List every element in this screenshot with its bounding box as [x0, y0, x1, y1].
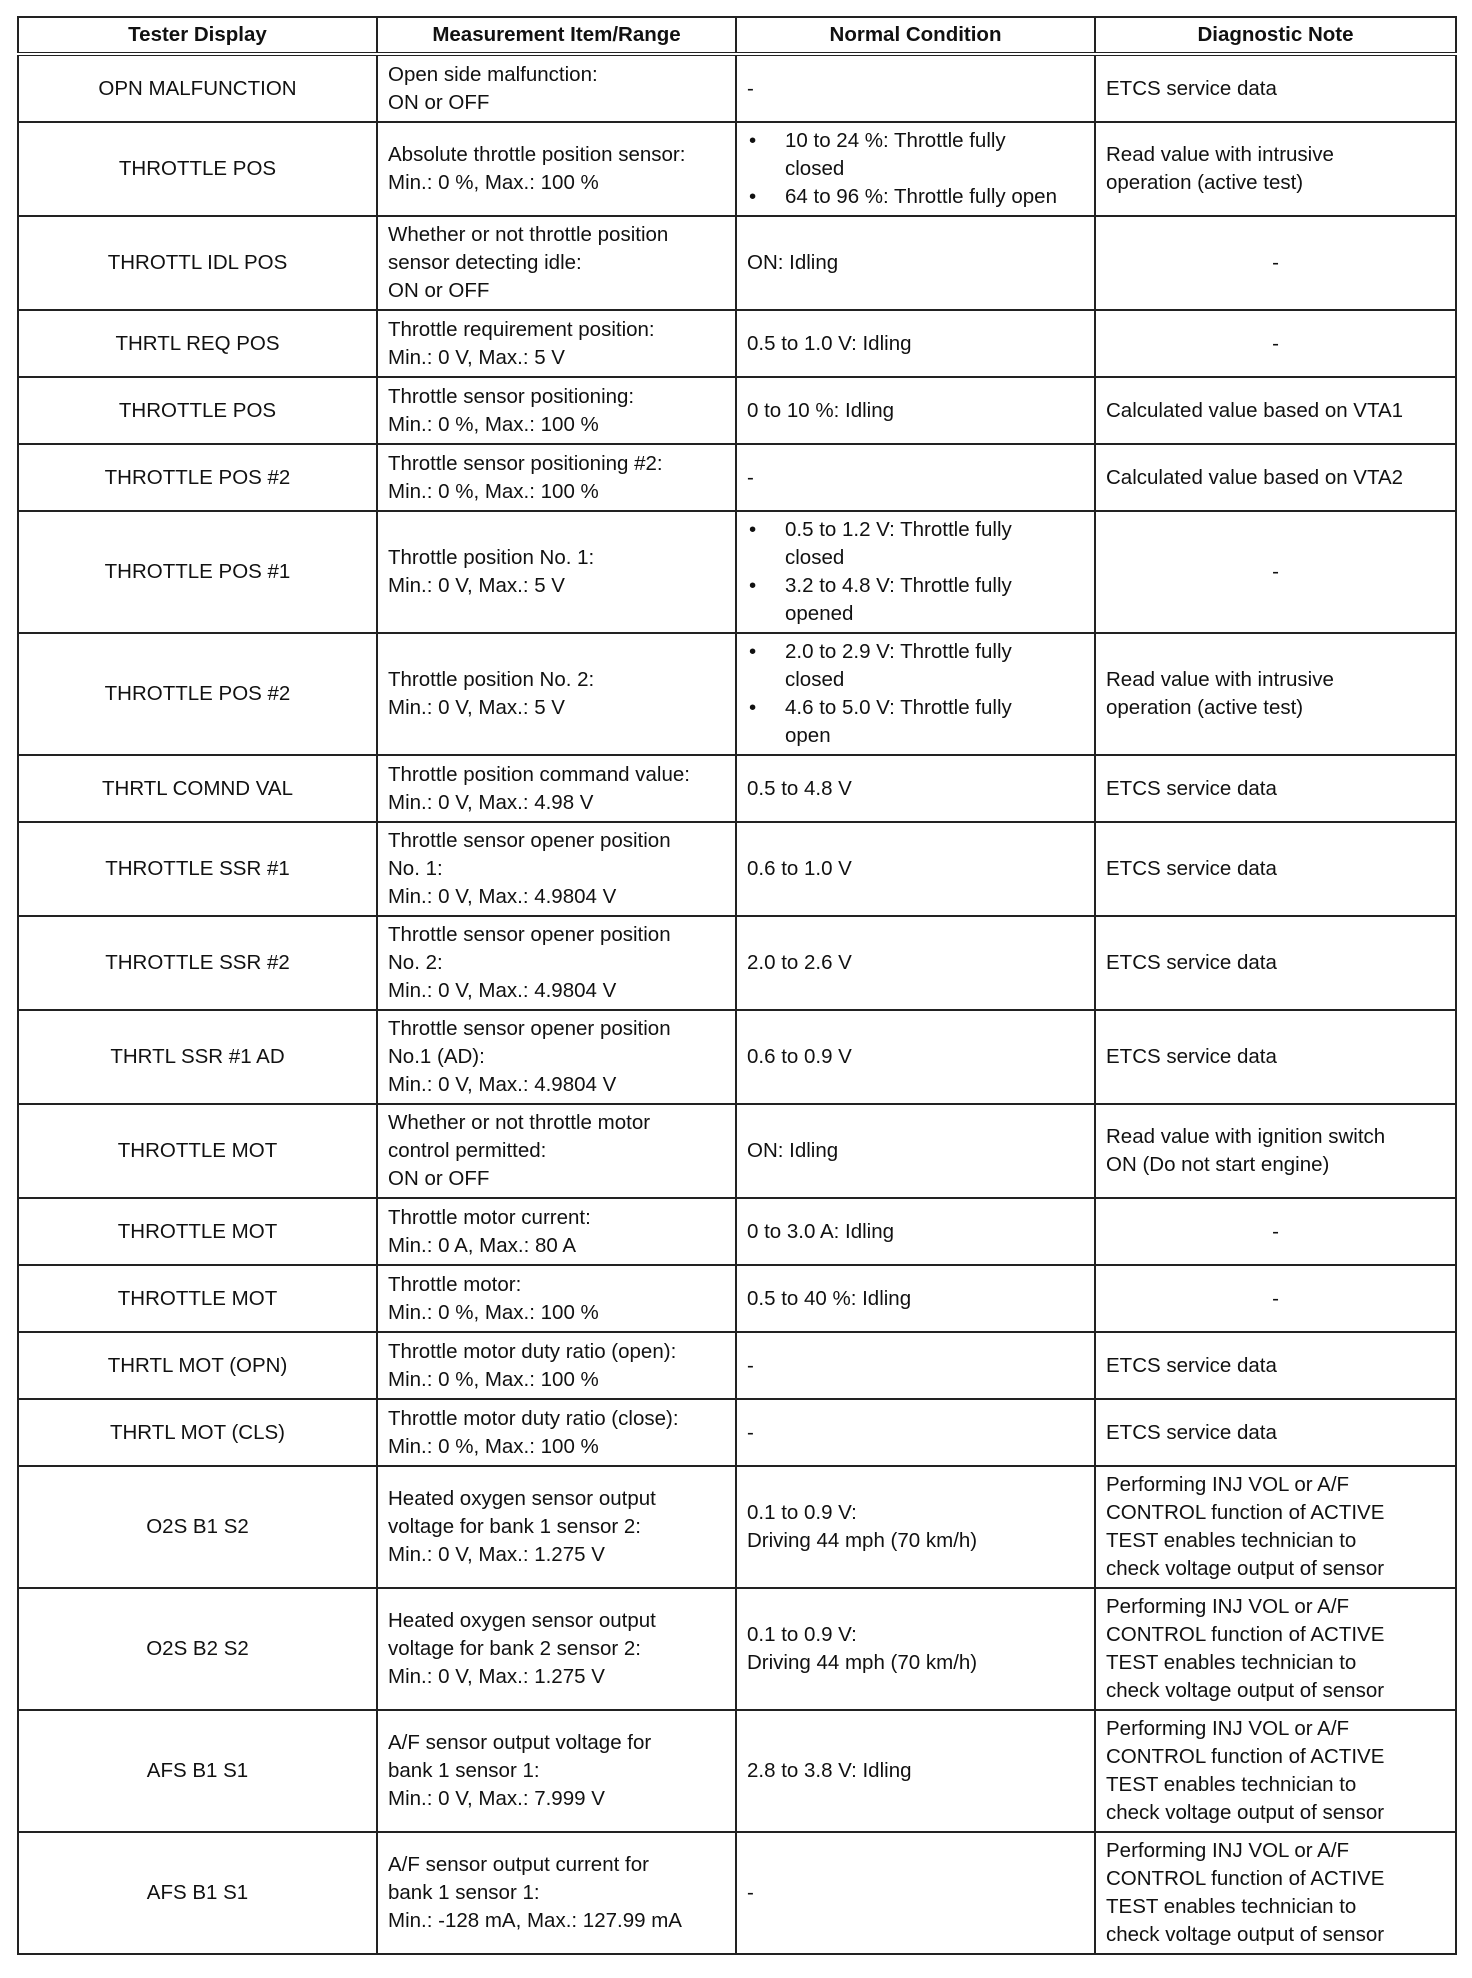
table-row	[18, 310, 1456, 377]
condition-line: 2.8 to 3.8 V: Idling	[747, 1759, 912, 1782]
tester-display-cell: THROTTL IDL POS	[18, 216, 377, 310]
note-line: operation (active test)	[1106, 696, 1304, 719]
measurement-cell	[377, 310, 736, 377]
table-row	[18, 755, 1456, 822]
table-header-row	[18, 17, 1456, 54]
note-line: check voltage output of sensor	[1106, 1801, 1385, 1824]
measurement-line: Min.: 0 V, Max.: 7.999 V	[388, 1787, 605, 1810]
measurement-line: sensor detecting idle:	[388, 251, 582, 274]
measurement-cell	[377, 444, 736, 511]
note-line: CONTROL function of ACTIVE	[1106, 1623, 1385, 1646]
diagnostic-note-cell	[1095, 1332, 1456, 1399]
condition-line: closed	[785, 157, 845, 180]
measurement-line: Whether or not throttle position	[388, 223, 669, 246]
condition-list-item	[747, 694, 1084, 750]
condition-line: • 0.5 to 1.2 V: Throttle fully	[785, 518, 1012, 541]
measurement-line: Min.: 0 %, Max.: 100 %	[388, 1434, 599, 1458]
tester-display-cell: THROTTLE POS	[18, 122, 377, 216]
condition-list-item	[747, 638, 1084, 694]
condition-line: 0.5 to 1.0 V: Idling	[747, 331, 912, 355]
condition-line: -	[747, 1353, 754, 1377]
measurement-line: Whether or not throttle motor	[388, 1111, 651, 1134]
diagnostic-note-cell	[1095, 916, 1456, 1010]
note-line: Performing INJ VOL or A/F	[1106, 1839, 1350, 1862]
note-line: TEST enables technician to	[1106, 1895, 1357, 1918]
diagnostic-note-cell	[1095, 1010, 1456, 1104]
diagnostic-note-cell	[1095, 54, 1456, 122]
note-line: operation (active test)	[1106, 171, 1304, 194]
tester-display-cell: AFS B1 S1	[18, 1832, 377, 1954]
measurement-line: Throttle motor duty ratio (open):	[388, 1339, 677, 1363]
measurement-line: Throttle sensor opener position	[388, 923, 671, 946]
table-row	[18, 1198, 1456, 1265]
note-line: Performing INJ VOL or A/F	[1106, 1717, 1350, 1740]
tester-display-cell: OPN MALFUNCTION	[18, 54, 377, 122]
table-row	[18, 1710, 1456, 1832]
condition-line: -	[747, 76, 754, 100]
measurement-line: Heated oxygen sensor output	[388, 1487, 656, 1510]
table-row	[18, 1588, 1456, 1710]
note-line: Read value with intrusive	[1106, 668, 1334, 691]
measurement-line: Min.: 0 %, Max.: 100 %	[388, 171, 599, 194]
tester-display-cell: O2S B1 S2	[18, 1466, 377, 1588]
condition-line: -	[747, 465, 754, 489]
condition-line: 0.1 to 0.9 V:	[747, 1623, 857, 1646]
table-row	[18, 1104, 1456, 1198]
note-line: -	[1272, 560, 1279, 583]
diagnostic-note-cell	[1095, 1710, 1456, 1832]
normal-condition-cell	[736, 1399, 1095, 1466]
tester-display-cell: THROTTLE MOT	[18, 1265, 377, 1332]
measurement-line: Min.: 0 V, Max.: 4.9804 V	[388, 979, 617, 1002]
measurement-line: control permitted:	[388, 1139, 547, 1162]
tester-display-cell: THROTTLE POS #1	[18, 511, 377, 633]
note-line: -	[1272, 251, 1279, 274]
note-line: Read value with intrusive	[1106, 143, 1334, 166]
measurement-line: bank 1 sensor 1:	[388, 1881, 540, 1904]
measurement-cell	[377, 1198, 736, 1265]
table-row	[18, 54, 1456, 122]
condition-list	[747, 638, 1084, 750]
note-line: ETCS service data	[1106, 951, 1277, 974]
measurement-line: Absolute throttle position sensor:	[388, 143, 686, 166]
condition-line: -	[747, 1420, 754, 1444]
measurement-line: Min.: 0 V, Max.: 1.275 V	[388, 1543, 605, 1566]
measurement-line: Throttle sensor opener position	[388, 829, 671, 852]
measurement-line: ON or OFF	[388, 90, 490, 114]
table-row	[18, 633, 1456, 755]
normal-condition-cell	[736, 633, 1095, 755]
note-line: -	[1272, 1286, 1279, 1310]
header-measurement-item: Measurement Item/Range	[377, 17, 736, 54]
measurement-line: Throttle sensor opener position	[388, 1017, 671, 1040]
normal-condition-cell	[736, 1832, 1095, 1954]
note-line: TEST enables technician to	[1106, 1651, 1357, 1674]
note-line: ETCS service data	[1106, 857, 1277, 880]
diagnostic-note-cell	[1095, 1588, 1456, 1710]
diagnostic-note-cell	[1095, 310, 1456, 377]
measurement-line: Throttle sensor positioning #2:	[388, 451, 663, 475]
measurement-line: Min.: 0 V, Max.: 4.98 V	[388, 790, 594, 814]
normal-condition-cell	[736, 1265, 1095, 1332]
table-row	[18, 216, 1456, 310]
condition-line: 0.6 to 1.0 V	[747, 857, 852, 880]
condition-line: • 4.6 to 5.0 V: Throttle fully	[785, 696, 1012, 719]
normal-condition-cell	[736, 1588, 1095, 1710]
tester-data-table	[17, 16, 1457, 1955]
condition-line: ON: Idling	[747, 251, 839, 274]
tester-display-cell: THROTTLE MOT	[18, 1198, 377, 1265]
tester-display-cell: THROTTLE POS #2	[18, 633, 377, 755]
condition-line: Driving 44 mph (70 km/h)	[747, 1651, 978, 1674]
note-line: -	[1272, 1219, 1279, 1243]
tester-display-cell: AFS B1 S1	[18, 1710, 377, 1832]
diagnostic-note-cell	[1095, 377, 1456, 444]
note-line: CONTROL function of ACTIVE	[1106, 1501, 1385, 1524]
measurement-line: Open side malfunction:	[388, 62, 598, 86]
table-row	[18, 1466, 1456, 1588]
tester-display-cell: THRTL COMND VAL	[18, 755, 377, 822]
measurement-line: voltage for bank 2 sensor 2:	[388, 1637, 641, 1660]
note-line: ETCS service data	[1106, 1353, 1277, 1377]
measurement-cell	[377, 1466, 736, 1588]
condition-line: • 10 to 24 %: Throttle fully	[785, 129, 1006, 152]
measurement-line: Min.: 0 V, Max.: 5 V	[388, 574, 565, 597]
table-body	[18, 54, 1456, 1954]
measurement-cell	[377, 755, 736, 822]
measurement-line: Min.: 0 %, Max.: 100 %	[388, 412, 599, 436]
tester-display-cell: THROTTLE SSR #2	[18, 916, 377, 1010]
measurement-cell	[377, 122, 736, 216]
condition-line: -	[747, 1881, 754, 1904]
condition-list	[747, 127, 1084, 211]
table-row	[18, 122, 1456, 216]
condition-list-item	[747, 127, 1084, 183]
measurement-line: Min.: 0 V, Max.: 5 V	[388, 696, 565, 719]
normal-condition-cell	[736, 822, 1095, 916]
header-diagnostic-note: Diagnostic Note	[1095, 17, 1456, 54]
measurement-line: No. 2:	[388, 951, 443, 974]
condition-list-item	[747, 183, 1084, 211]
diagnostic-note-cell	[1095, 216, 1456, 310]
measurement-line: No. 1:	[388, 857, 443, 880]
note-line: CONTROL function of ACTIVE	[1106, 1745, 1385, 1768]
measurement-cell	[377, 1104, 736, 1198]
note-line: ON (Do not start engine)	[1106, 1153, 1330, 1176]
normal-condition-cell	[736, 755, 1095, 822]
measurement-line: Throttle position No. 1:	[388, 546, 595, 569]
note-line: CONTROL function of ACTIVE	[1106, 1867, 1385, 1890]
note-line: check voltage output of sensor	[1106, 1557, 1385, 1580]
measurement-cell	[377, 54, 736, 122]
note-line: ETCS service data	[1106, 76, 1277, 100]
normal-condition-cell	[736, 916, 1095, 1010]
table-row	[18, 1399, 1456, 1466]
table-row	[18, 377, 1456, 444]
measurement-cell	[377, 822, 736, 916]
measurement-line: Throttle motor:	[388, 1272, 522, 1296]
measurement-line: Throttle motor current:	[388, 1205, 591, 1229]
table-row	[18, 1832, 1456, 1954]
condition-line: • 64 to 96 %: Throttle fully open	[785, 185, 1057, 208]
diagnostic-note-cell	[1095, 1466, 1456, 1588]
condition-line: 0 to 3.0 A: Idling	[747, 1219, 895, 1243]
header-normal-condition: Normal Condition	[736, 17, 1095, 54]
normal-condition-cell	[736, 310, 1095, 377]
measurement-line: Min.: 0 A, Max.: 80 A	[388, 1233, 577, 1257]
measurement-line: Min.: 0 %, Max.: 100 %	[388, 1300, 599, 1324]
measurement-line: Throttle position command value:	[388, 762, 690, 786]
condition-line: closed	[785, 668, 845, 691]
diagnostic-note-cell	[1095, 633, 1456, 755]
measurement-line: ON or OFF	[388, 1167, 490, 1190]
note-line: Calculated value based on VTA1	[1106, 398, 1404, 422]
table-row	[18, 916, 1456, 1010]
table-row	[18, 1265, 1456, 1332]
measurement-line: Throttle sensor positioning:	[388, 384, 635, 408]
diagnostic-note-cell	[1095, 1198, 1456, 1265]
measurement-cell	[377, 511, 736, 633]
normal-condition-cell	[736, 1710, 1095, 1832]
table-row	[18, 1332, 1456, 1399]
diagnostic-note-cell	[1095, 122, 1456, 216]
diagnostic-note-cell	[1095, 1399, 1456, 1466]
measurement-cell	[377, 1010, 736, 1104]
condition-line: opened	[785, 602, 854, 625]
measurement-cell	[377, 633, 736, 755]
measurement-line: Heated oxygen sensor output	[388, 1609, 656, 1632]
diagnostic-note-cell	[1095, 511, 1456, 633]
diagnostic-note-cell	[1095, 1265, 1456, 1332]
measurement-line: Min.: 0 %, Max.: 100 %	[388, 1367, 599, 1391]
condition-line: 0 to 10 %: Idling	[747, 398, 895, 422]
tester-display-cell: THROTTLE POS	[18, 377, 377, 444]
measurement-cell	[377, 1265, 736, 1332]
condition-line: 0.5 to 40 %: Idling	[747, 1286, 912, 1310]
tester-display-cell: THROTTLE POS #2	[18, 444, 377, 511]
measurement-line: ON or OFF	[388, 279, 490, 302]
normal-condition-cell	[736, 511, 1095, 633]
note-line: TEST enables technician to	[1106, 1773, 1357, 1796]
measurement-line: Throttle position No. 2:	[388, 668, 595, 691]
note-line: ETCS service data	[1106, 776, 1277, 800]
condition-line: ON: Idling	[747, 1139, 839, 1162]
measurement-cell	[377, 1399, 736, 1466]
condition-line: 0.5 to 4.8 V	[747, 776, 852, 800]
note-line: Calculated value based on VTA2	[1106, 465, 1404, 489]
note-line: ETCS service data	[1106, 1420, 1277, 1444]
measurement-cell	[377, 1710, 736, 1832]
diagnostic-note-cell	[1095, 444, 1456, 511]
measurement-line: A/F sensor output current for	[388, 1853, 649, 1876]
measurement-line: Min.: 0 V, Max.: 4.9804 V	[388, 885, 617, 908]
normal-condition-cell	[736, 1010, 1095, 1104]
table-row	[18, 444, 1456, 511]
measurement-line: Throttle requirement position:	[388, 317, 655, 341]
condition-line: open	[785, 724, 831, 747]
condition-line: • 3.2 to 4.8 V: Throttle fully	[785, 574, 1012, 597]
note-line: Performing INJ VOL or A/F	[1106, 1595, 1350, 1618]
table-row	[18, 511, 1456, 633]
measurement-cell	[377, 1332, 736, 1399]
tester-display-cell: THROTTLE SSR #1	[18, 822, 377, 916]
tester-display-cell: THROTTLE MOT	[18, 1104, 377, 1198]
normal-condition-cell	[736, 1466, 1095, 1588]
note-line: check voltage output of sensor	[1106, 1679, 1385, 1702]
tester-display-cell: THRTL SSR #1 AD	[18, 1010, 377, 1104]
condition-line: • 2.0 to 2.9 V: Throttle fully	[785, 640, 1012, 663]
measurement-line: Min.: -128 mA, Max.: 127.99 mA	[388, 1909, 682, 1932]
condition-list-item	[747, 572, 1084, 628]
note-line: TEST enables technician to	[1106, 1529, 1357, 1552]
condition-line: 0.6 to 0.9 V	[747, 1045, 852, 1068]
condition-list-item	[747, 516, 1084, 572]
tester-display-cell: O2S B2 S2	[18, 1588, 377, 1710]
note-line: Read value with ignition switch	[1106, 1125, 1386, 1148]
condition-line: 2.0 to 2.6 V	[747, 951, 852, 974]
normal-condition-cell	[736, 444, 1095, 511]
diagnostic-note-cell	[1095, 1104, 1456, 1198]
measurement-cell	[377, 216, 736, 310]
note-line: check voltage output of sensor	[1106, 1923, 1385, 1946]
tester-display-cell: THRTL MOT (CLS)	[18, 1399, 377, 1466]
diagnostic-note-cell	[1095, 755, 1456, 822]
table-row	[18, 1010, 1456, 1104]
condition-line: closed	[785, 546, 845, 569]
tester-display-cell: THRTL REQ POS	[18, 310, 377, 377]
condition-line: 0.1 to 0.9 V:	[747, 1501, 857, 1524]
measurement-cell	[377, 377, 736, 444]
normal-condition-cell	[736, 122, 1095, 216]
measurement-line: Min.: 0 V, Max.: 4.9804 V	[388, 1073, 617, 1096]
measurement-line: bank 1 sensor 1:	[388, 1759, 540, 1782]
condition-list	[747, 516, 1084, 628]
normal-condition-cell	[736, 1198, 1095, 1265]
table-row	[18, 822, 1456, 916]
measurement-cell	[377, 916, 736, 1010]
normal-condition-cell	[736, 1104, 1095, 1198]
measurement-cell	[377, 1832, 736, 1954]
note-line: ETCS service data	[1106, 1045, 1277, 1068]
measurement-cell	[377, 1588, 736, 1710]
measurement-line: No.1 (AD):	[388, 1045, 485, 1068]
measurement-line: Throttle motor duty ratio (close):	[388, 1406, 679, 1430]
measurement-line: Min.: 0 %, Max.: 100 %	[388, 479, 599, 503]
header-tester-display: Tester Display	[18, 17, 377, 54]
measurement-line: Min.: 0 V, Max.: 1.275 V	[388, 1665, 605, 1688]
normal-condition-cell	[736, 216, 1095, 310]
note-line: -	[1272, 331, 1279, 355]
diagnostic-note-cell	[1095, 1832, 1456, 1954]
diagnostic-note-cell	[1095, 822, 1456, 916]
condition-line: Driving 44 mph (70 km/h)	[747, 1529, 978, 1552]
measurement-line: voltage for bank 1 sensor 2:	[388, 1515, 641, 1538]
normal-condition-cell	[736, 377, 1095, 444]
tester-display-cell: THRTL MOT (OPN)	[18, 1332, 377, 1399]
measurement-line: Min.: 0 V, Max.: 5 V	[388, 345, 565, 369]
note-line: Performing INJ VOL or A/F	[1106, 1473, 1350, 1496]
normal-condition-cell	[736, 54, 1095, 122]
normal-condition-cell	[736, 1332, 1095, 1399]
measurement-line: A/F sensor output voltage for	[388, 1731, 652, 1754]
